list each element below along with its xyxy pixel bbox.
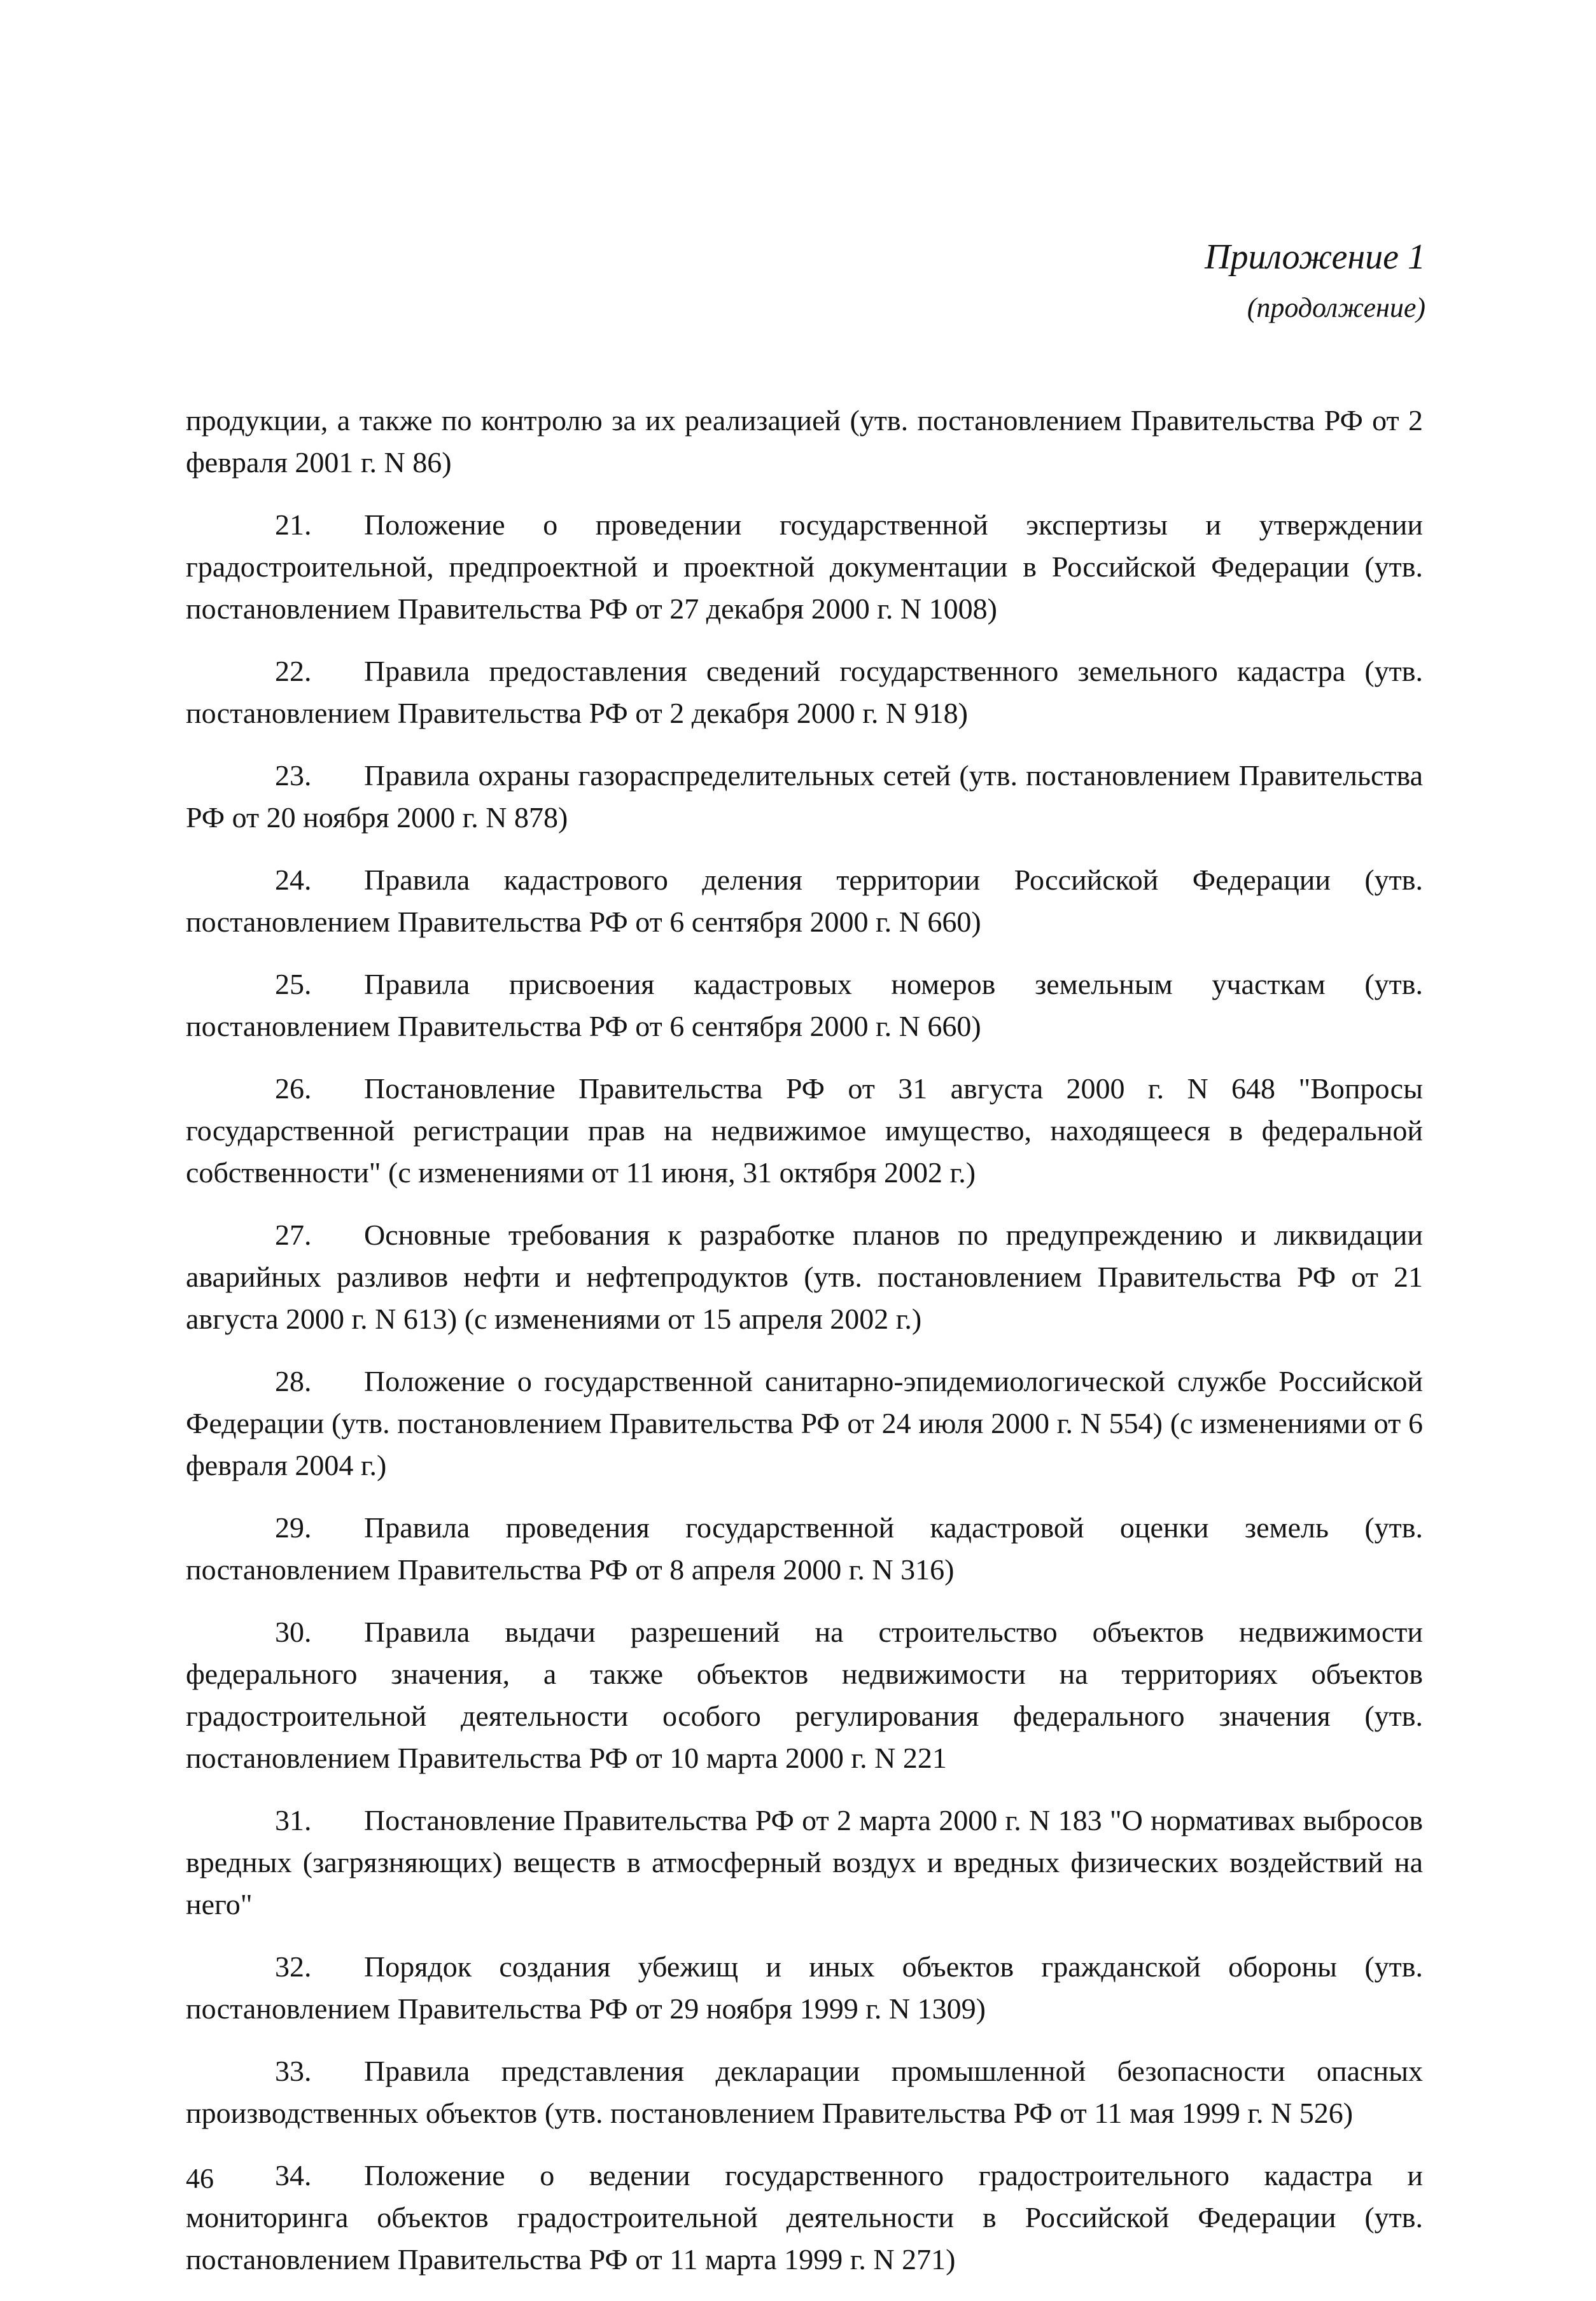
list-item — [186, 963, 1423, 1047]
appendix-header — [1205, 234, 1425, 327]
appendix-title: Приложение 1 — [1205, 237, 1425, 277]
item-text: Положение о государственной санитарно-эпидемиологической службе Российской Федерации (утв. постановлением Правительства РФ от 24 июля 2000 г. N 554) (с изменениями от 6 февраля 2004 г.) — [186, 1365, 1423, 1481]
list-item — [186, 650, 1423, 734]
document-body — [186, 400, 1423, 2301]
item-number: 23. — [275, 759, 312, 792]
item-text: Правила предоставления сведений государственного земельного кадастра (утв. постановлением Правительства РФ от 2 декабря 2000 г. N 918) — [186, 655, 1423, 729]
item-number: 29. — [275, 1511, 312, 1544]
item-number: 22. — [275, 655, 312, 687]
item-number: 25. — [275, 968, 312, 1000]
list-item — [186, 1214, 1423, 1340]
item-number: 30. — [275, 1616, 312, 1648]
continuation-paragraph: продукции, а также по контролю за их реализацией (утв. постановлением Правительства РФ от 2 февраля 2001 г. N 86) — [186, 404, 1423, 479]
item-number: 31. — [275, 1804, 312, 1836]
list-item — [186, 1800, 1423, 1926]
appendix-subtitle: (продолжение) — [1247, 292, 1425, 323]
item-number: 27. — [275, 1219, 312, 1251]
list-item — [186, 504, 1423, 630]
list-item — [186, 755, 1423, 839]
item-text: Правила проведения государственной кадастровой оценки земель (утв. постановлением Правительства РФ от 8 апреля 2000 г. N 316) — [186, 1511, 1423, 1586]
item-text: Положение о ведении государственного градостроительного кадастра и мониторинга объектов градостроительной деятельности в Российской Федерации (утв. постановлением Правительства РФ от 11 марта 1999 г. N 271) — [186, 2159, 1423, 2276]
item-number: 24. — [275, 864, 312, 896]
item-text: Правила представления декларации промышленной безопасности опасных производственных объектов (утв. постановлением Правительства РФ от 11 мая 1999 г. N 526) — [186, 2055, 1423, 2129]
page-number: 46 — [186, 2163, 214, 2194]
item-text: Положение о проведении государственной экспертизы и утверждении градостроительной, предпроектной и проектной документации в Российской Федерации (утв. постановлением Правительства РФ от 27 декабря 2000 г. N 1008) — [186, 508, 1423, 625]
item-text: Порядок создания убежищ и иных объектов гражданской обороны (утв. постановлением Правительства РФ от 29 ноября 1999 г. N 1309) — [186, 1950, 1423, 2025]
item-text: Правила охраны газораспределительных сетей (утв. постановлением Правительства РФ от 20 ноября 2000 г. N 878) — [186, 759, 1423, 834]
item-text: Постановление Правительства РФ от 2 марта 2000 г. N 183 "О нормативах выбросов вредных (загрязняющих) веществ в атмосферный воздух и вредных физических воздействий на него" — [186, 1804, 1423, 1920]
item-number: 28. — [275, 1365, 312, 1397]
list-item — [186, 1946, 1423, 2030]
list-item — [186, 2050, 1423, 2134]
list-item — [186, 859, 1423, 943]
list-item — [186, 1611, 1423, 1779]
item-text: Правила кадастрового деления территории Российской Федерации (утв. постановлением Правительства РФ от 6 сентября 2000 г. N 660) — [186, 864, 1423, 938]
item-text: Основные требования к разработке планов по предупреждению и ликвидации аварийных разливов нефти и нефтепродуктов (утв. постановлением Правительства РФ от 21 августа 2000 г. N 613) (с изменениями от 15 апреля 2002 г.) — [186, 1219, 1423, 1335]
item-number: 34. — [275, 2159, 312, 2192]
list-item — [186, 2155, 1423, 2281]
item-text: Правила присвоения кадастровых номеров земельным участкам (утв. постановлением Правительства РФ от 6 сентября 2000 г. N 660) — [186, 968, 1423, 1042]
item-number: 32. — [275, 1950, 312, 1983]
list-item — [186, 1068, 1423, 1194]
item-number: 33. — [275, 2055, 312, 2087]
item-number: 26. — [275, 1072, 312, 1105]
item-number: 21. — [275, 508, 312, 541]
list-item — [186, 1360, 1423, 1486]
list-item — [186, 1507, 1423, 1591]
item-text: Правила выдачи разрешений на строительство объектов недвижимости федерального значения, а также объектов недвижимости на территориях объектов градостроительной деятельности особого регулирования федерального значения (утв. постановлением Правительства РФ от 10 марта 2000 г. N 221 — [186, 1616, 1423, 1774]
item-text: Постановление Правительства РФ от 31 августа 2000 г. N 648 "Вопросы государственной регистрации прав на недвижимое имущество, находящееся в федеральной собственности" (с изменениями от 11 июня, 31 октября 2002 г.) — [186, 1072, 1423, 1189]
